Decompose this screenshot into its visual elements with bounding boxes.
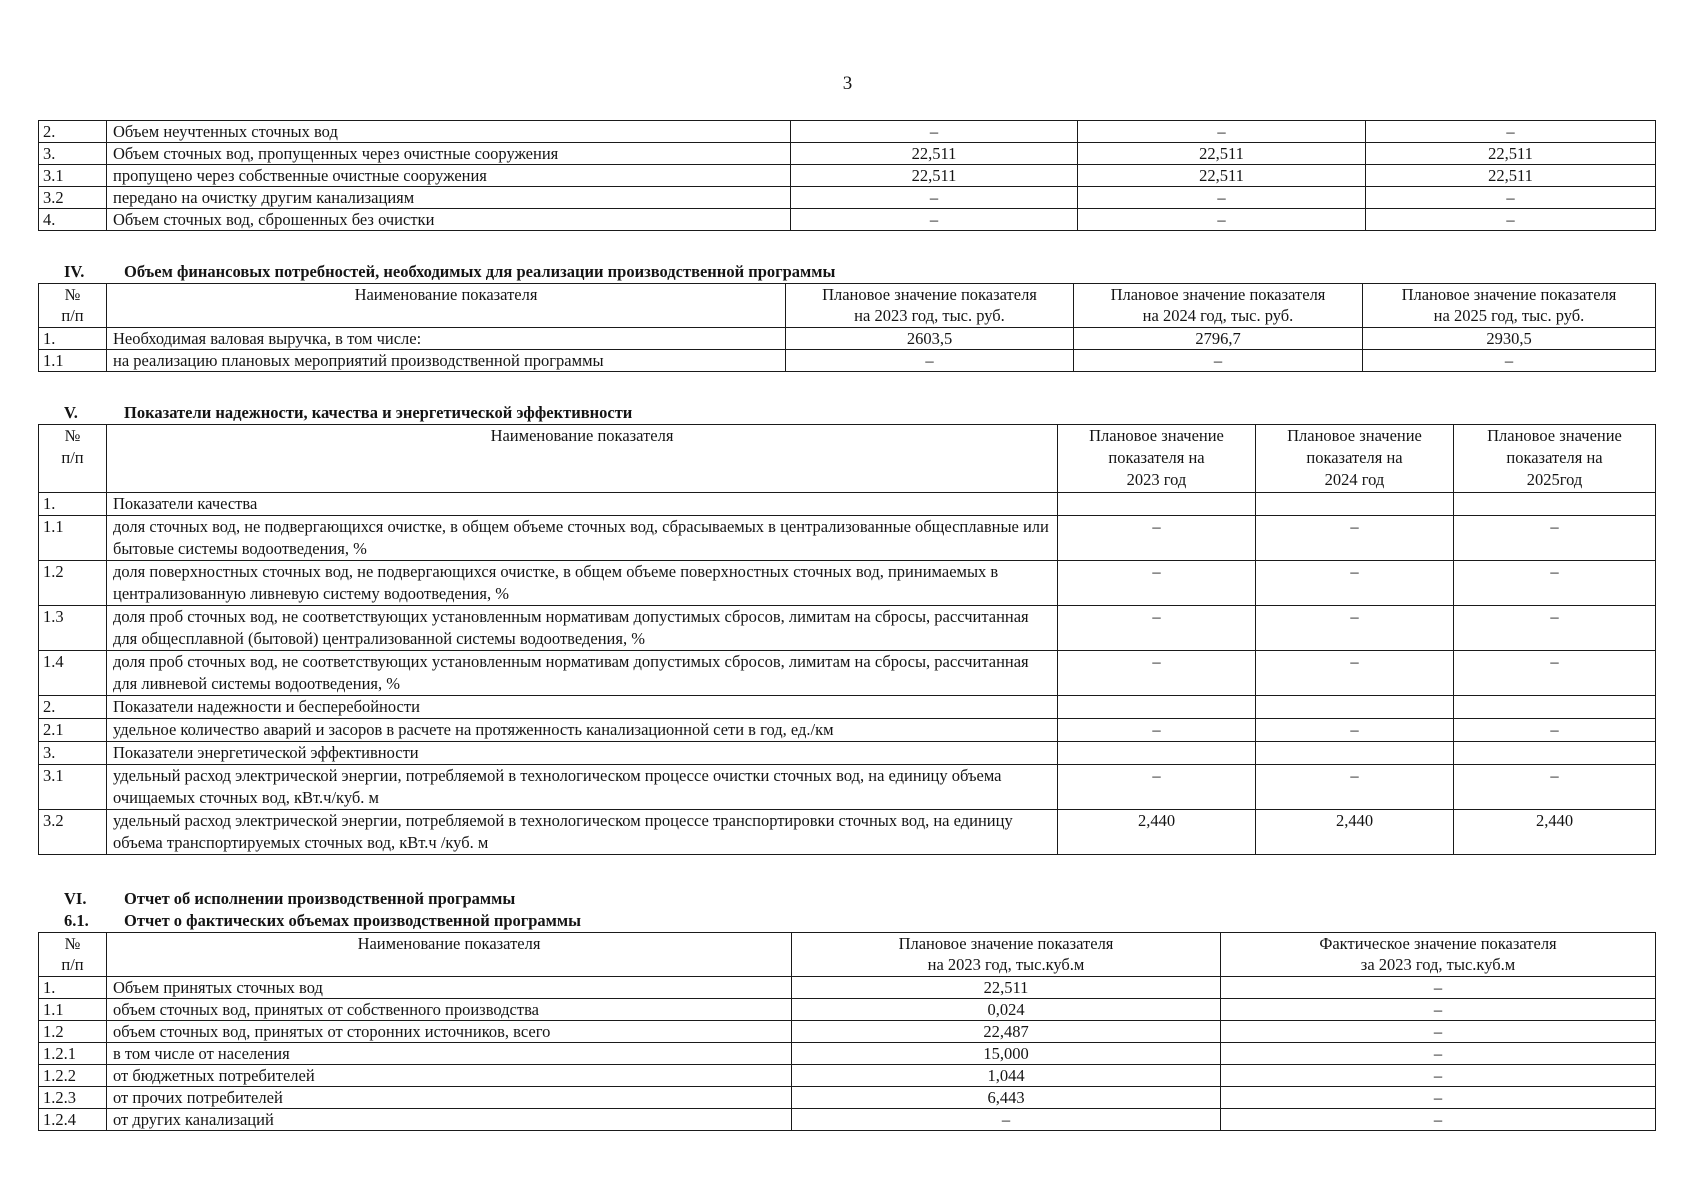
header-num: № п/п [39,425,107,493]
header-2025: Плановое значение показателя на 2025 год, тыс. руб. [1363,284,1656,328]
value-2023: – [791,187,1078,209]
section-vi-title: VI. Отчет об исполнении производственной программы [64,889,516,908]
table-row [39,1109,1656,1131]
table-row [39,561,1656,606]
value-2025: – [1454,765,1656,810]
header-name: Наименование показателя [107,425,1058,493]
value-2025: – [1366,187,1656,209]
row-number: 1.2.2 [39,1065,107,1087]
value-2024: 22,511 [1078,165,1366,187]
indicator-name: Объем сточных вод, сброшенных без очистки [107,209,791,231]
indicator-name: Показатели надежности и бесперебойности [107,696,1058,719]
row-number: 1.2.3 [39,1087,107,1109]
indicator-name: доля сточных вод, не подвергающихся очистке, в общем объеме сточных вод, сбрасываемых в централизованные общесплавные или бытовые системы водоотведения, % [107,516,1058,561]
value-2023: – [791,209,1078,231]
plan-value: 15,000 [792,1043,1221,1065]
value-2023 [1058,493,1256,516]
value-2023: – [1058,651,1256,696]
row-number: 2. [39,696,107,719]
table-row [39,187,1656,209]
value-2025 [1454,493,1656,516]
indicator-name: в том числе от населения [107,1043,792,1065]
indicator-name: удельный расход электрической энергии, потребляемой в технологическом процессе транспортировки сточных вод, на единицу объема транспортируемых сточных вод, кВт.ч /куб. м [107,810,1058,855]
value-2025: – [1454,719,1656,742]
row-number: 3. [39,143,107,165]
value-2023: 22,511 [791,143,1078,165]
fact-value: – [1221,977,1656,999]
value-2024: – [1256,765,1454,810]
indicator-name: от прочих потребителей [107,1087,792,1109]
row-number: 1.2.4 [39,1109,107,1131]
value-2025: 22,511 [1366,143,1656,165]
header-name: Наименование показателя [107,284,786,328]
value-2024 [1256,493,1454,516]
indicator-name: передано на очистку другим канализациям [107,187,791,209]
row-number: 2. [39,121,107,143]
value-2024: – [1078,209,1366,231]
row-number: 1.1 [39,999,107,1021]
indicator-name: удельный расход электрической энергии, потребляемой в технологическом процессе очистки сточных вод, на единицу объема очищаемых сточных вод, кВт.ч/куб. м [107,765,1058,810]
table-row [39,121,1656,143]
value-2023 [1058,742,1256,765]
value-2025: – [1363,350,1656,372]
table-row [39,1021,1656,1043]
value-2025: – [1366,121,1656,143]
row-number: 1. [39,328,107,350]
table-header-row [39,933,1656,977]
table-row [39,1043,1656,1065]
value-2023: 2603,5 [786,328,1074,350]
table-row [39,493,1656,516]
table-row [39,696,1656,719]
value-2024: – [1074,350,1363,372]
financial-needs-table [38,283,1656,372]
value-2024: 22,511 [1078,143,1366,165]
table-row [39,606,1656,651]
table-row [39,651,1656,696]
fact-value: – [1221,1065,1656,1087]
fact-value: – [1221,1109,1656,1131]
header-num: № п/п [39,284,107,328]
table-row [39,742,1656,765]
header-2025: Плановое значение показателя на 2025год [1454,425,1656,493]
table-row [39,143,1656,165]
value-2025: 2930,5 [1363,328,1656,350]
row-number: 3.2 [39,810,107,855]
table-row [39,328,1656,350]
indicator-name: Объем принятых сточных вод [107,977,792,999]
row-number: 1.3 [39,606,107,651]
actual-volumes-table [38,932,1656,1131]
value-2024: 2,440 [1256,810,1454,855]
value-2024: 2796,7 [1074,328,1363,350]
value-2023: – [1058,561,1256,606]
value-2024: – [1256,606,1454,651]
value-2023: – [786,350,1074,372]
indicator-name: объем сточных вод, принятых от собственного производства [107,999,792,1021]
indicator-name: удельное количество аварий и засоров в расчете на протяженность канализационной сети в год, ед./км [107,719,1058,742]
value-2024: – [1256,651,1454,696]
header-name: Наименование показателя [107,933,792,977]
value-2025: – [1454,516,1656,561]
value-2025: 22,511 [1366,165,1656,187]
indicator-name: Объем сточных вод, пропущенных через очистные сооружения [107,143,791,165]
fact-value: – [1221,1043,1656,1065]
value-2023: – [1058,606,1256,651]
value-2025 [1454,742,1656,765]
reliability-quality-table [38,424,1656,855]
table-header-row [39,284,1656,328]
plan-value: 0,024 [792,999,1221,1021]
value-2023: – [1058,516,1256,561]
plan-value: 6,443 [792,1087,1221,1109]
row-number: 3.1 [39,165,107,187]
section-v-title: V. Показатели надежности, качества и энергетической эффективности [64,403,633,422]
table-row [39,209,1656,231]
indicator-name: пропущено через собственные очистные сооружения [107,165,791,187]
plan-value: 22,487 [792,1021,1221,1043]
value-2024: – [1078,187,1366,209]
value-2025: – [1366,209,1656,231]
value-2025: – [1454,561,1656,606]
value-2023: – [791,121,1078,143]
row-number: 1. [39,977,107,999]
table-row [39,977,1656,999]
header-2023: Плановое значение показателя на 2023 год [1058,425,1256,493]
header-num: № п/п [39,933,107,977]
row-number: 4. [39,209,107,231]
row-number: 2.1 [39,719,107,742]
value-2024: – [1256,561,1454,606]
table-row [39,516,1656,561]
header-2023: Плановое значение показателя на 2023 год, тыс. руб. [786,284,1074,328]
plan-value: 1,044 [792,1065,1221,1087]
indicator-name: доля поверхностных сточных вод, не подвергающихся очистке, в общем объеме поверхностных сточных вод, принимаемых в централизованную ливневую систему водоотведения, % [107,561,1058,606]
row-number: 1.2 [39,561,107,606]
value-2025: – [1454,651,1656,696]
table-row [39,1087,1656,1109]
indicator-name: на реализацию плановых мероприятий производственной программы [107,350,786,372]
value-2024: – [1256,516,1454,561]
plan-value: 22,511 [792,977,1221,999]
indicator-name: Необходимая валовая выручка, в том числе: [107,328,786,350]
fact-value: – [1221,999,1656,1021]
indicator-name: от бюджетных потребителей [107,1065,792,1087]
header-2024: Плановое значение показателя на 2024 год [1256,425,1454,493]
value-2025: – [1454,606,1656,651]
value-2024 [1256,696,1454,719]
row-number: 1.2 [39,1021,107,1043]
row-number: 1.2.1 [39,1043,107,1065]
row-number: 1.1 [39,350,107,372]
page-number: 3 [842,73,853,94]
row-number: 1.4 [39,651,107,696]
row-number: 3.1 [39,765,107,810]
section-6-1-title: 6.1. Отчет о фактических объемах производственной программы [64,911,582,930]
section-iv-title: IV. Объем финансовых потребностей, необходимых для реализации производственной программы [64,262,836,281]
value-2023: 2,440 [1058,810,1256,855]
row-number: 1.1 [39,516,107,561]
value-2024: – [1256,719,1454,742]
table-row [39,765,1656,810]
header-fact: Фактическое значение показателя за 2023 год, тыс.куб.м [1221,933,1656,977]
volumes-table-continued [38,120,1656,231]
table-row [39,350,1656,372]
table-row [39,1065,1656,1087]
table-header-row [39,425,1656,493]
indicator-name: от других канализаций [107,1109,792,1131]
indicator-name: объем сточных вод, принятых от сторонних источников, всего [107,1021,792,1043]
value-2023: – [1058,719,1256,742]
indicator-name: доля проб сточных вод, не соответствующих установленным нормативам допустимых сбросов, лимитам на сбросы, рассчитанная для ливневой системы водоотведения, % [107,651,1058,696]
row-number: 3. [39,742,107,765]
indicator-name: Показатели энергетической эффективности [107,742,1058,765]
table-row [39,165,1656,187]
plan-value: – [792,1109,1221,1131]
indicator-name: Показатели качества [107,493,1058,516]
table-row [39,999,1656,1021]
fact-value: – [1221,1021,1656,1043]
value-2023 [1058,696,1256,719]
value-2023: – [1058,765,1256,810]
header-2024: Плановое значение показателя на 2024 год, тыс. руб. [1074,284,1363,328]
row-number: 1. [39,493,107,516]
value-2025: 2,440 [1454,810,1656,855]
indicator-name: Объем неучтенных сточных вод [107,121,791,143]
value-2025 [1454,696,1656,719]
header-plan: Плановое значение показателя на 2023 год, тыс.куб.м [792,933,1221,977]
value-2024: – [1078,121,1366,143]
row-number: 3.2 [39,187,107,209]
value-2024 [1256,742,1454,765]
indicator-name: доля проб сточных вод, не соответствующих установленным нормативам допустимых сбросов, лимитам на сбросы, рассчитанная для общесплавной (бытовой) централизованной системы водоотведения, % [107,606,1058,651]
table-row [39,719,1656,742]
table-row [39,810,1656,855]
value-2023: 22,511 [791,165,1078,187]
fact-value: – [1221,1087,1656,1109]
